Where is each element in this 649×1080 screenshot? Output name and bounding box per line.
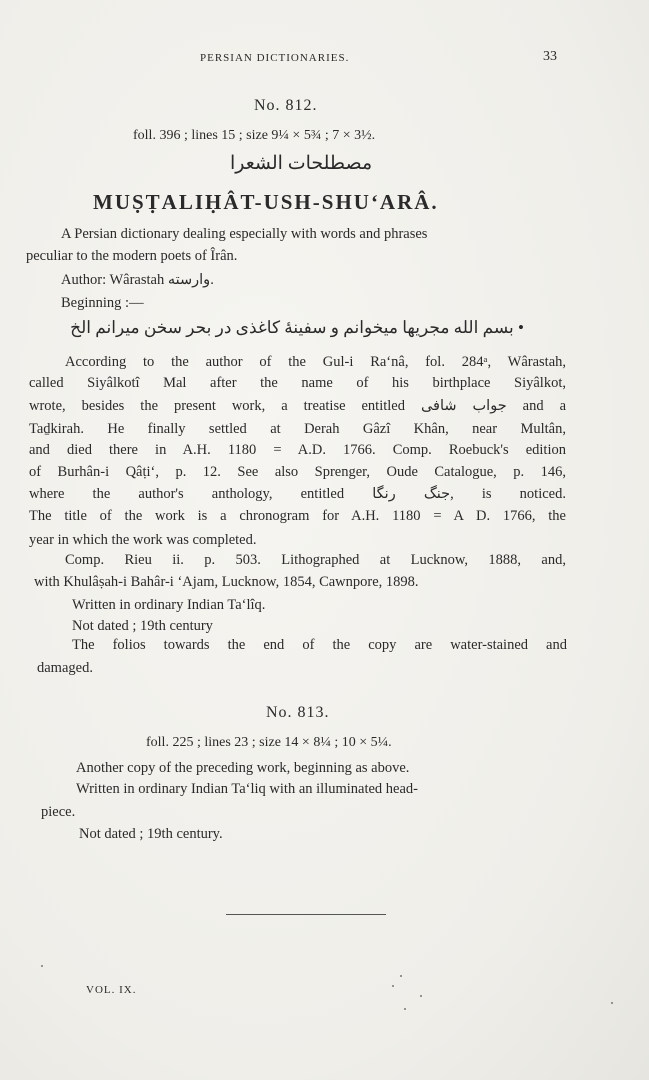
entry-813-dated: Not dated ; 19th century.	[79, 826, 223, 842]
entry-812-written: Written in ordinary Indian Ta‘lîq.	[72, 597, 266, 613]
entry-812-dated: Not dated ; 19th century	[72, 618, 213, 634]
paragraph-1-line: Taḏkirah. He finally settled at Derah Gâzî Khân, near Multân,	[29, 421, 566, 437]
paragraph-1-line: called Siyâlkotî Mal after the name of his birthplace Siyâlkot,	[29, 375, 566, 391]
paper-speck	[400, 975, 402, 977]
paragraph-1-line: year in which the work was completed.	[29, 532, 257, 548]
entry-813-written-line2: piece.	[41, 804, 76, 820]
volume-footer: VOL. IX.	[86, 984, 137, 996]
paragraph-1-line: and died there in A.H. 1180 = A.D. 1766. Comp. Roebuck's edition	[29, 442, 566, 458]
entry-812-number: No. 812.	[254, 97, 318, 114]
paper-speck	[404, 1008, 406, 1010]
entry-813-foll: foll. 225 ; lines 23 ; size 14 × 8¼ ; 10 × 5¼.	[146, 735, 392, 750]
paper-speck	[392, 985, 394, 987]
paragraph-1-line: where the author's anthology, entitled جنگ رنگا, is noticed.	[29, 486, 566, 502]
running-head: PERSIAN DICTIONARIES.	[200, 52, 350, 64]
entry-812-desc-line2: peculiar to the modern poets of Îrân.	[26, 248, 238, 264]
entry-812-title: MUṢṬALIḤÂT-USH-SHU‘ARÂ.	[93, 190, 439, 214]
entry-812-folios-line1: The folios towards the end of the copy are water-stained and	[72, 637, 567, 653]
entry-812-foll: foll. 396 ; lines 15 ; size 9¼ × 5¾ ; 7 × 3½.	[133, 128, 376, 143]
paper-speck	[611, 1002, 613, 1004]
paragraph-1-line: of Burhân-i Qâṭi‘, p. 12. See also Sprenger, Oude Catalogue, p. 146,	[29, 464, 566, 480]
entry-812-beginning-label: Beginning :—	[61, 295, 144, 311]
section-rule	[226, 914, 386, 915]
page-number: 33	[543, 49, 557, 64]
paragraph-1-line: The title of the work is a chronogram for A.H. 1180 = A D. 1766, the	[29, 508, 566, 524]
entry-813-number: No. 813.	[266, 704, 330, 721]
entry-813-another: Another copy of the preceding work, beginning as above.	[76, 760, 410, 776]
paragraph-1-line: wrote, besides the present work, a treatise entitled جواب شافی and a	[29, 398, 567, 414]
paragraph-1-line: According to the author of the Gul-i Ra‘nâ, fol. 284ᵃ, Wârastah,	[65, 354, 566, 370]
paragraph-2-line: Comp. Rieu ii. p. 503. Lithographed at Lucknow, 1888, and,	[65, 552, 566, 568]
entry-812-author: Author: Wârastah وارسته.	[61, 272, 214, 288]
entry-812-beginning-text: • بسم الله مجریها میخوانم و سفینهٔ کاغذی در بحر سخن میرانم الخ	[70, 318, 524, 337]
paragraph-2-line: with Khulâṣah-i Bahâr-i ‘Ajam, Lucknow, 1854, Cawnpore, 1898.	[34, 574, 419, 590]
entry-812-folios-line2: damaged.	[37, 660, 93, 676]
paper-speck	[420, 995, 422, 997]
entry-812-arabic-title: مصطلحات الشعرا	[230, 153, 373, 174]
entry-813-written-line1: Written in ordinary Indian Ta‘liq with an illuminated head-	[76, 781, 419, 797]
paper-speck	[41, 965, 43, 967]
entry-812-desc-line1: A Persian dictionary dealing especially with words and phrases	[61, 226, 428, 242]
